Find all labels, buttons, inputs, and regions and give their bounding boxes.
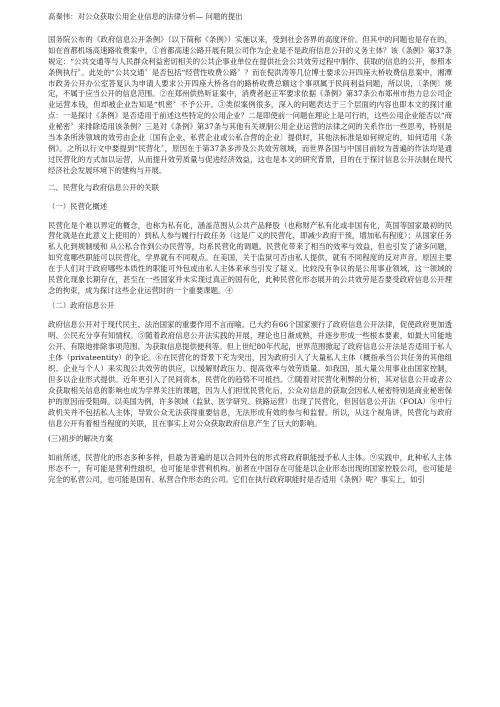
- paragraph-1: 民营化是个难以界定的概念，也称为私有化，涵盖范围从公共产品释股（也称财产私有化或非国有化，英国等国家最初的民营化就是在此意义上使用的）到私人参与履行行政任务（这是广义的民营化，即减少政府干预，增加私有程度）；从国家任务私人化到规制缓和 从公私合作到公办民营等，均系民营化的调题。民营化带来了相当的效率与效益，但也引发了诸多问题，如究竟哪些职能可以民营化，学界就有不同观点。在美国，关于监狱可否由私人提供，就有不同程度的反对声音。原因主要在于人们对于政府哪些本质性的职能可外包或由私人主体来承当引发了疑义。比较没有争议的是公用事业领域，这一领域的民营化现象长期存在，甚至在一些国家并未实现过真正的国有化，此种民营化形态展开的公共效劳是否要受政府信息公开理念的拘束，成为探讨这些企业运营时的一个重要课题。④: [48, 220, 452, 295]
- document-title: 高秦伟：对公众获取公用企业信息的法律分析— 问题的提出: [48, 12, 243, 21]
- subsection-heading-2: （二）政府信息公开: [48, 301, 115, 311]
- intro-paragraph: 国务院公布的《政府信息公开条例》（以下简称《条例》）实施以来，受到社会各界的高度评价。但其中的问题也是存在的，如在首都机场高速路收费案中，①首都高速公路开展有限公司作为企业是不是政府信息公开的义务主体？该《条例》第37条规定：“公共交通等与人民群众利益密切相关的公共企事业单位在提供社会公共效劳过程中制作、获取的信息的公开，参照本条例执行〞。此处的“公共交通〞是否包括“经营性收费公路〞？而在倪洪涛等几位博士要求公开四座大桥收费信息案中，湘潭市政务公开办公室答复认为申请人要求公开四座大桥各自的路桥收费总额这个事项属于民间利益问题，所以说，〔条例〕规定，不属于应当公开的信息范围。②在郑州供热听证案中，消费者赵正军要求依据《条例》第37条公布郑州市热力总公司企业运营本钱，但却被企业告知是“机密〞不予公开。③类似案例很多，深入的问题表达于三个层面的内容也即本文的探讨重点：一是探讨《条例》是否适用于前述这些特定的公用企业？二是即使前一问题在理论上是可行的，这些公用企业能否以“商业秘密〞来排除适用该条例？三是对《条例》第37条与其他有关规制公用企业运营的法律之间的关系作出一些思考，特别是当本条所涉领域的效劳由企业〔国有企业、私营企业或公私合营的企业〕提供时，其他法标准是如何规定的，如何适用《条例》。之所以行文中要提到“民营化〞，原因在于第37条多涉及公共效劳领域，而世界各国与中国目前较为普遍的作法均是通过民营化的方式加以运营，从而提升效劳质量与促进经济效益，这也是本文的研究背景，目的在于探讨信息公开法制在现代经济社会发展环境下的建构与开展。: [48, 34, 452, 175]
- subsection-heading-3: (三)初步的解决方案: [48, 434, 113, 443]
- paragraph-3: 如前所述，民营化的形态多种多样，但最为普遍的是以合同外包的形式将政府职能授予私人主体。⑨实践中，此种私人主体形态不一，有可能是营利性组织，也可能是非营利机构。前者在中国存在可能是以企业形态出现的国家控股公司，也可能是完全的私营公司，也可能是国有、私营合作形态的公司。它们在执行政府职能时是否适用《条例》呢？事实上，如引: [48, 452, 452, 484]
- paragraph-2: 政府信息公开对于现代民主、法治国家的重要作用不言而喻。已大约有66个国家颁行了政府信息公开法律，促使政府更加透明、公民充分享有知情权。⑤随着政府信息公开法实践的开展，理论也日渐成熟，并逐步形成一些根本要素，如最大可能地公开、有限地排除事项范围、为获取信息提供便利等。但上世纪80年代起，世界范围掀起了政府信息公开法是否适用于私人主体（privateentity）的争论。⑥在民营化的背景下充为突出，因为政府引入了大量私人主体（概指承当公共任务的其他组织、企业与个人）来实现公共效劳的供应，以缓解财政压力、提高效率与效劳质量。如我国，虽大量公用事业由国家控制，但多以企业形式提供。近年更引入了民间资本，民营化的趋势不可抵挡。⑦随着对民营化利弊的分析，其对信息公开或者公众获取相关信息的影响也成为学界关注的课题，因为人们担忧民营化后，公众对信息的获取会因私人秘密特别是商业秘密保护的原因而受阻碍。以美国为例，许多领域（监狱、医学研究、铁路运营）出现了民营化，但因信息公开法（FOIA）⑧中行政机关并不包括私人主体，导致公众无法获得重要信息，无法形成有效的参与和监督。所以，从这个视角讲，民营化与政府信息公开有着相当程度的关联，且在事实上对公众获取政府信息产生了巨大的影响。: [48, 320, 452, 428]
- section-heading: 二、民营化与政府信息公开的关联: [48, 182, 159, 192]
- subsection-heading-1: （一）民营化概述: [48, 201, 108, 211]
